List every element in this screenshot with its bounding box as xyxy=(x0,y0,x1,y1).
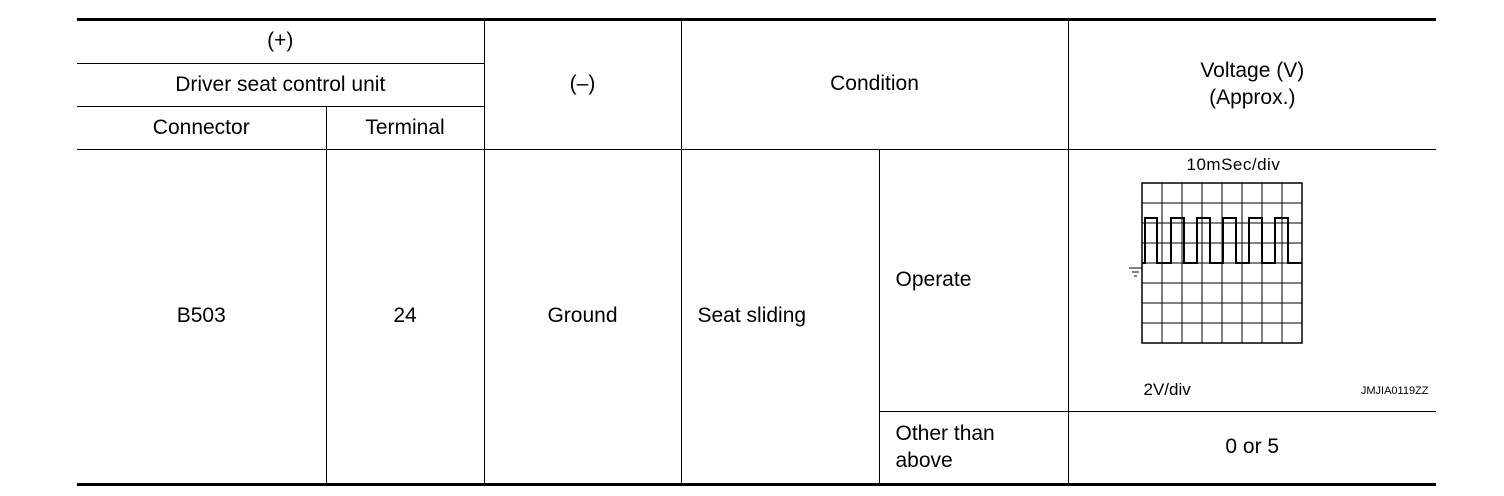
time-scale-label: 10mSec/div xyxy=(1186,154,1281,174)
volt-scale-label: 2V/div xyxy=(1143,379,1191,399)
minus-value: Ground xyxy=(484,150,681,484)
terminal-value: 24 xyxy=(326,150,484,484)
oscilloscope-figure xyxy=(1069,151,1437,411)
terminal-spec-table xyxy=(77,19,1436,484)
connector-value: B503 xyxy=(77,150,326,484)
other-voltage-value: 0 or 5 xyxy=(1068,412,1436,484)
plus-header: (+) xyxy=(77,20,484,64)
sub-other-line2: above xyxy=(895,448,953,472)
voltage-header-line1: Voltage (V) xyxy=(1200,59,1305,83)
connector-header: Connector xyxy=(77,107,326,150)
unit-header: Driver seat control unit xyxy=(77,64,484,107)
waveform-cell xyxy=(1068,150,1436,412)
minus-header: (–) xyxy=(484,20,681,150)
voltage-header-line2: (Approx.) xyxy=(1209,85,1296,109)
voltage-header xyxy=(1068,20,1436,150)
table-bottom-rule xyxy=(77,483,1436,486)
condition-header: Condition xyxy=(681,20,1068,150)
sub-other-line1: Other than xyxy=(895,422,995,446)
oscilloscope-waveform xyxy=(1129,177,1309,377)
terminal-header: Terminal xyxy=(326,107,484,150)
figure-code: JMJIA0119ZZ xyxy=(1360,384,1429,397)
condition-value: Seat sliding xyxy=(681,150,879,484)
sub-condition-other xyxy=(879,412,1068,484)
sub-condition-operate: Operate xyxy=(879,150,1068,412)
